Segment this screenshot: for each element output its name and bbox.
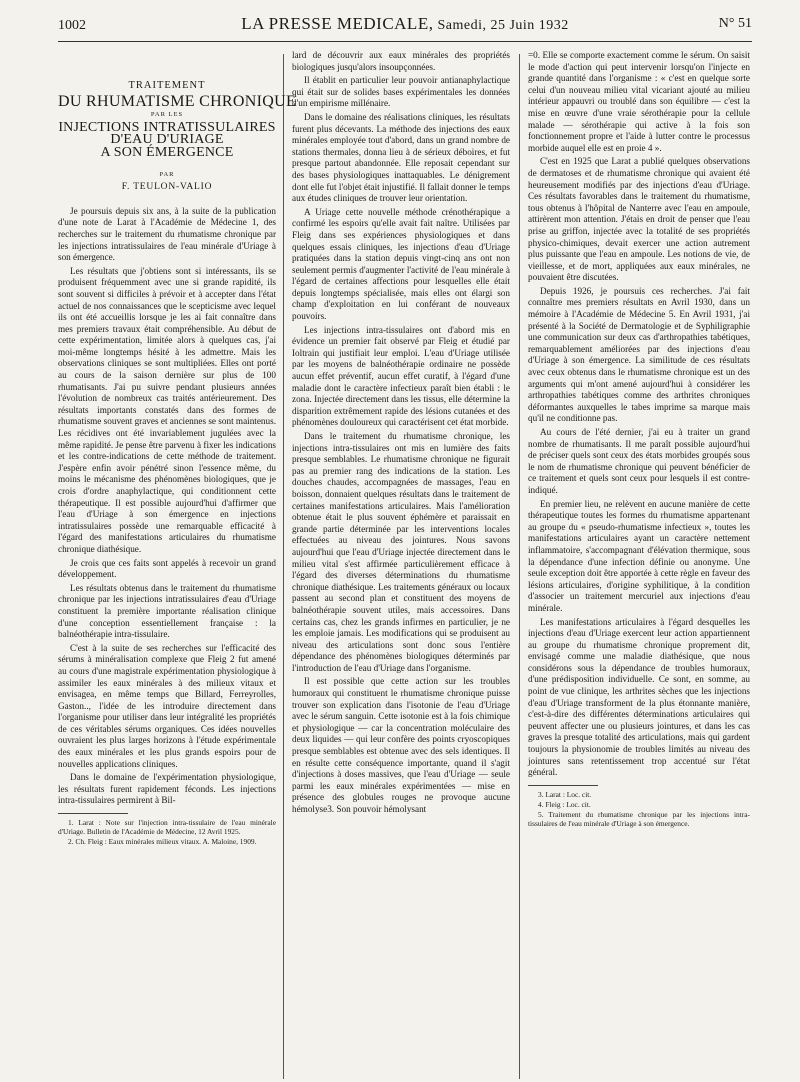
- issue-number: N° 51: [718, 16, 752, 31]
- footnote: 2. Ch. Fleig : Eaux minérales milieux vitaux. A. Maloine, 1909.: [68, 837, 257, 847]
- footnote-rule: [58, 813, 128, 814]
- paragraph: Je crois que ces faits sont appelés à recevoir un grand développement.: [58, 557, 276, 580]
- column-3: [528, 50, 750, 829]
- author: F. TEULON-VALIO: [121, 182, 213, 193]
- footnote-rule: [528, 785, 598, 786]
- page-number: 1002: [58, 18, 86, 33]
- journal-name: LA PRESSE MEDICALE,: [241, 14, 434, 33]
- header-rule: [58, 41, 752, 42]
- paragraph: Dans le domaine de l'expérimentation physiologique, les résultats furent rapidement féconds. Les injections intra-tissulaires permirent à Bil-: [58, 772, 276, 806]
- footnote: 4. Fleig : Loc. cit.: [538, 799, 591, 809]
- paragraph: Les manifestations articulaires à l'égard desquelles les injections d'eau d'Uriage exercent leur action appartiennent au groupe du rhumatisme chronique proprement dit, envisagé comme une maladie diathésique, que nous considérons sous la dépendance de troubles humoraux, d'une prédisposition individuelle. Ce sont, en somme, au point de vue clinique, les arthrites sèches que les injections d'eau d'Uriage transforment de la plus étonnante manière, c'est-à-dire des différentes déterminations articulaires qui peuvent affecter une ou plusieurs jointures, et dans les cas graves la presque totalité des articulations, mais qui gardent toujours la physionomie de troubles limités au niveau des jointures sans retentissement trop accentué sur l'état général.: [528, 616, 750, 778]
- paragraph: C'est en 1925 que Larat a publié quelques observations de dermatoses et de rhumatisme chronique qui avaient été heureusement modifiés par des injections d'eau d'Uriage. Ces résultats favorables dans le traitement du rhumatisme, tous obtenus à l'hôpital de Nanterre avec l'eau en ampoule, attirèrent mon attention. J'étais en droit de penser que l'eau prise au griffon, injectée avec la totalité de ses propriétés physico-chimiques, devait exercer une action autrement plus puissante que l'eau en ampoule. Les notions de vie, de vieillesse, et de mort, appliquées aux eaux minérales, ne pouvaient être discutées.: [528, 156, 750, 283]
- paragraph: Il est possible que cette action sur les troubles humoraux qui constituent le rhumatisme chronique puisse trouver son explication dans l'isotonie de l'eau d'Uriage avec le sérum sanguin. Cette isotonie est à la fois chimique et physiologique — car la concentration moléculaire des deux liquides — qui leur confère des points cryoscopiques presque semblables est obtenue avec des sels identiques. Il en résulte cette conséquence importante, quand il s'agit d'injections à doses massives, que l'eau d'Uriage — seule parmi les eaux minérales expérimentées — mise en présence des globules rouges ne provoque aucune hémolyse3. Son pouvoir hémolysant: [292, 676, 510, 814]
- paragraph: Dans le domaine des réalisations cliniques, les résultats furent plus décevants. La méthode des injections des eaux minérales employée tout d'abord, dans un grand nombre de stations thermales, donna lieu à de sérieux déboires, et fut presque partout abandonnée. Elle reposait cependant sur des bases physiologiques inattaquables. Le dénigrement dont elle fut l'objet était injustifié. Il fallait donner le temps aux études cliniques de trouver leur orientation.: [292, 111, 510, 204]
- footnote: 5. Traitement du rhumatisme chronique par les injections intra-tissulaires de l'eau minérale d'Uriage à son émergence.: [528, 809, 750, 828]
- title-line-1: INJECTIONS INTRATISSULAIRES: [58, 119, 276, 135]
- column-2: [292, 50, 510, 818]
- paragraph: Il établit en particulier leur pouvoir antianaphylactique qui était sur de solides bases expérimentales les données d'un empirisme millénaire.: [292, 75, 510, 109]
- paragraph: lard de découvrir aux eaux minérales des propriétés biologiques jusqu'alors insoupçonnées.: [292, 50, 510, 72]
- title-line-2: D'EAU D'URIAGE: [110, 132, 224, 148]
- footnote: 1. Larat : Note sur l'injection intra-tissulaire de l'eau minérale d'Uriage. Bulletin de l'Académie de Médecine, 12 Avril 1925.: [58, 818, 276, 837]
- footnote: 3. Larat : Loc. cit.: [538, 789, 592, 799]
- column-1: [58, 54, 297, 847]
- paragraph: Dans le traitement du rhumatisme chronique, les injections intra-tissulaires ont mis en lumière des faits presque semblables. Le rhumatisme chronique ne figurait pas au premier rang des indications de la station. Les douches chaudes, accompagnées de massages, l'eau en boisson, donnaient quelques résultats dans le traitement de certaines manifestations articulaires. Mais l'amélioration obtenue était le plus souvent éphémère et paraissait en grande partie déterminée par les interventions locales effectuées au niveau des jointures. Nous savons aujourd'hui que l'eau d'Uriage injectée directement dans le milieu vital s'est affirmée particulièrement efficace à l'égard des diverses déterminations du rhumatisme chronique diathésique. Les traitements généraux ou locaux passent au second plan et constituent des moyens de balnéothérapie souvent utiles, mais accessoires. Dans certains cas, chez les grands infirmes en particulier, je ne les emploie jamais. Les modifications qui se produisent au niveau des articulations sont donc sous l'entière dépendance des phénomènes biologiques déterminés par l'introduction de l'eau d'Uriage dans l'organisme.: [292, 431, 510, 673]
- article-title: DU RHUMATISME CHRONIQUE: [58, 92, 297, 110]
- column-divider: [283, 54, 284, 1079]
- paragraph: Les résultats obtenus dans le traitement du rhumatisme chronique par les injections intratissulaires d'eau d'Uriage constituent la première importante réalisation clinique d'une conception essentiellement française : la balnéothérapie intra-tissulaire.: [58, 582, 276, 640]
- byline-par: PAR: [159, 170, 175, 178]
- paragraph: En premier lieu, ne relèvent en aucune manière de cette thérapeutique toutes les formes du rhumatisme appartenant au groupe du « pseudo-rhumatisme infectieux », toutes les manifestations articulaires ayant un caractère nettement inflammatoire, s'accompagnant d'élévation thermique, sous la dépendance d'une infection définie ou anonyme. Une seule exception doit être apportée à cette règle en faveur des lésions articulaires, d'origine syphilitique, à la condition d'associer un traitement mercuriel aux injections d'eau minérale.: [528, 498, 750, 613]
- journal-page: [58, 14, 752, 1078]
- title-line-3: A SON ÉMERGENCE: [100, 144, 234, 160]
- paragraph: Les résultats que j'obtiens sont si intéressants, ils se produisent fréquemment avec une si grande rapidité, ils sont souvent si difficiles à prévoir et à accepter dans l'état actuel de nos connaissances que le scepticisme avec lequel ils ont été accueillis lorsque je les ai fait connaître dans mes premiers travaux était compréhensible. Au début de cette expérimentation, limitée alors à quelques cas, j'ai moi-même longtemps hésité à les admettre. Mais les observations cliniques se sont multipliées. Elles ont porté au cours de la saison dernière sur plus de 100 rhumatisants. J'ai pu suivre pendant plusieurs années l'évolution de nombreux cas traités antérieurement. Des résultats importants constatés dans des formes de rhumatisme souvent graves et anciennes se sont maintenus. Les récidives ont été invariablement jugulées avec la même rapidité. Je pense être parvenu à fixer les indications et les contre-indications de cette méthode de traitement. J'espère enfin avoir pénétré sinon l'essence même, du moins le mécanisme des phénomènes biologiques, que je crois d'ordre anaphylactique, qui conditionnent cette thérapeutique. Il est possible aujourd'hui d'affirmer que l'eau d'Uriage à son émergence en injections intratissulaires possède une remarquable efficacité à l'égard des manifestations articulaires du rhumatisme chronique diathésique.: [58, 265, 276, 554]
- issue-date: Samedi, 25 Juin 1932: [437, 18, 569, 33]
- paragraph: C'est à la suite de ses recherches sur l'efficacité des sérums à minéralisation complexe que Fleig 2 fut amené au cours d'une magistrale expérimentation physiologique à assimiler les eaux minérales à des milieux vitaux et envisagea, en même temps que Billard, Ferreyrolles, Gaston.., l'idée de les introduire directement dans l'organisme pour utiliser dans leur intégralité les propriétés de ces véritables sérums organiques. Ces idées nouvelles ouvraient les plus larges horizons à l'étude expérimentale des eaux minérales et les plus grands espoirs pour de nouvelles applications cliniques.: [58, 642, 276, 769]
- journal-title-date: [178, 14, 632, 34]
- paragraph: Au cours de l'été dernier, j'ai eu à traiter un grand nombre de rhumatisants. Il me paraît possible aujourd'hui de préciser quels sont ceux des états morbides groupés sous le nom de rhumatisme chronique qui peuvent bénéficier de ce traitement et quels sont ceux pour lesquels il est contre-indiqué.: [528, 427, 750, 495]
- paragraph: Je poursuis depuis six ans, à la suite de la publication d'une note de Larat à l'Académie de Médecine 1, des recherches sur le traitement du rhumatisme chronique par les injections intratissulaires de l'eau minérale d'Uriage à son émergence.: [58, 205, 276, 263]
- title-par-les: PAR LES: [150, 111, 184, 119]
- title-kicker: TRAITEMENT: [128, 80, 206, 91]
- column-divider: [519, 54, 520, 1079]
- paragraph: =0. Elle se comporte exactement comme le sérum. On saisit le mode d'action qui peut intervenir lorsqu'on l'injecte en grande quantité dans l'organisme : « c'est en quelque sorte celui d'un nouveau milieu vital vicariant ajouté au milieu intérieur appauvri ou troublé dans son équilibre — c'est la mise en œuvre d'une vraie sérothérapie pour la cellule malade — sérothérapie qui active à la fois son fonctionnement propre et l'aide à lutter contre le processus morbide auquel elle est en proie 4 ».: [528, 50, 750, 153]
- paragraph: A Uriage cette nouvelle méthode crénothérapique a confirmé les espoirs qu'elle avait fait naître. Utilisées par Fleig dans ses expériences physiologiques et dans quelques essais cliniques, les injections d'eau d'Uriage pratiquées dans la station depuis vingt-cinq ans ont non seulement permis d'augmenter l'activité de l'eau minérale à l'égard de certaines affections pour lesquelles elle était depuis longtemps spécialisée, mais elles ont élargi son champ d'exploitation en lui conférant de nouveaux pouvoirs.: [292, 206, 510, 322]
- running-header: [58, 14, 752, 38]
- paragraph: Les injections intra-tissulaires ont d'abord mis en évidence un premier fait observé par Fleig et étudié par Ioltrain qui justifiait leur emploi. L'eau d'Uriage utilisée par les moyens de balnéothérapie ordinaire ne possède aucun effet préventif, aucun effet curatif, à l'égard d'une maladie dont le caractère infectieux paraît bien établi : le zona. Injectée directement dans les tissus, elle détermine la disparition extrêmement rapide des lésions cutanées et des phénomènes douloureux qui caractérisent cet état morbide.: [292, 324, 510, 428]
- paragraph: Depuis 1926, je poursuis ces recherches. J'ai fait connaître mes premiers résultats en Avril 1930, dans un mémoire à l'Académie de Médecine 5. En Avril 1931, j'ai présenté à la Société de Dermatologie et de Syphiligraphie une communication sur deux cas d'arthropathies tabétiques, remarquablement améliorées par des injections d'eau d'Uriage à son émergence. La similitude de ces résultats avec ceux obtenus dans le rhumatisme chronique est un des arguments qui m'ont amené aujourd'hui à considérer les arthropathies tabétiques comme des arthrites chroniques déformantes auxquelles le tabes imprime sa marque mais qu'il ne conditionne pas.: [528, 285, 750, 424]
